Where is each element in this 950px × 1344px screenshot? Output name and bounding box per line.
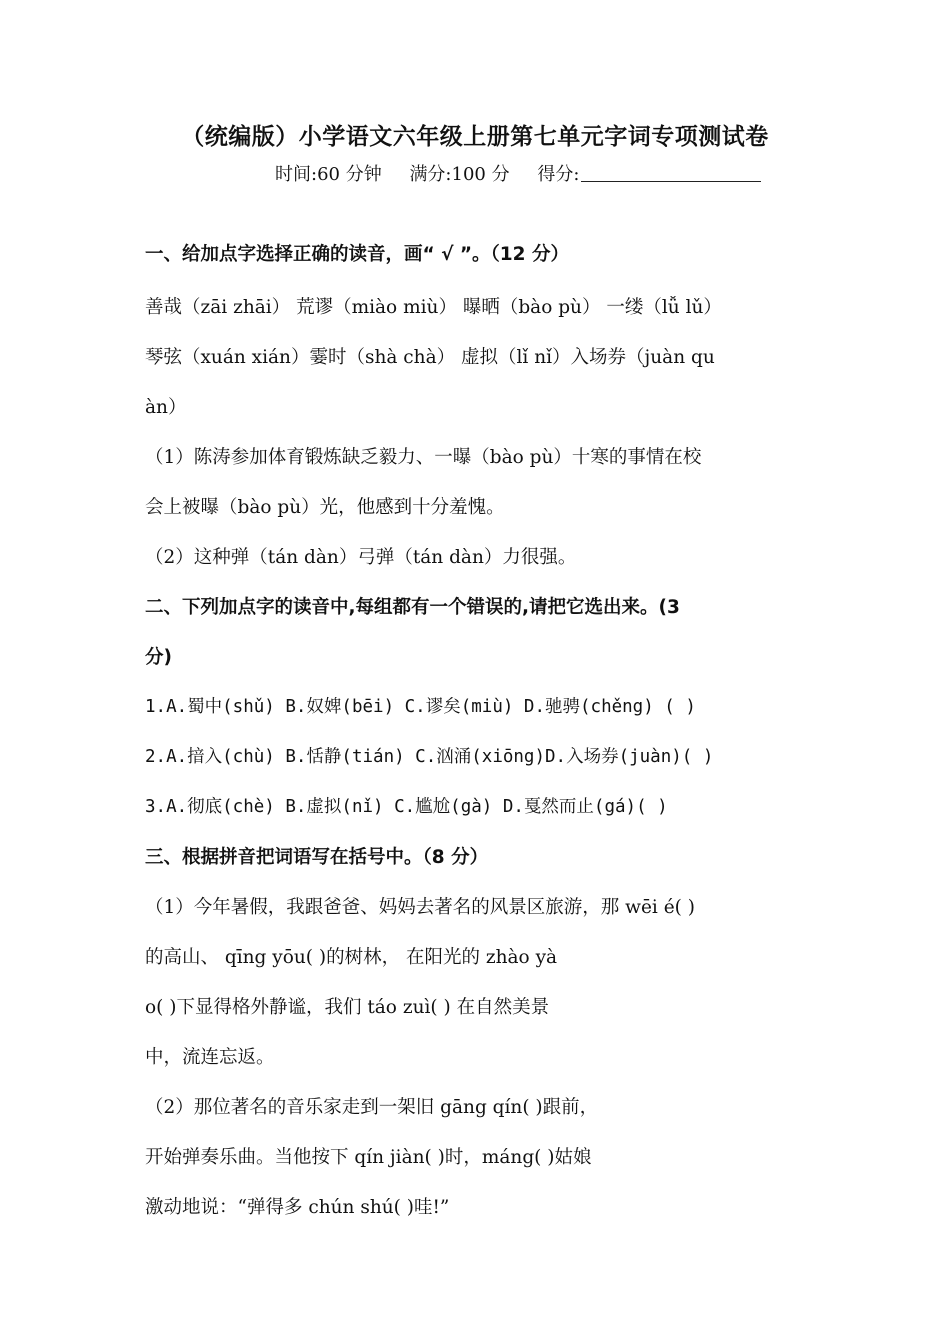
text-line: （2）这种弹（tán dàn）弓弹（tán dàn）力很强。 [145, 547, 577, 568]
page-title: （统编版）小学语文六年级上册第七单元字词专项测试卷 [181, 123, 769, 150]
question-row: 1.A.蜀中(shǔ) B.奴婢(bēi) C.谬矣(miù) D.驰骋(chěng) ( ) [145, 697, 696, 717]
text-line: àn） [145, 397, 187, 418]
text-line: 琴弦（xuán xián）霎时（shà chà） 虚拟（lǐ nǐ）入场券（juàn qu [145, 347, 715, 368]
full-score: 满分:100 分 [409, 164, 510, 185]
exam-info [275, 160, 783, 186]
text-line: 中，流连忘返。 [145, 1047, 275, 1068]
text-line: o( )下显得格外静谧，我们 táo zuì( ) 在自然美景 [145, 997, 550, 1018]
text-line: 善哉（zāi zhāi） 荒谬（miào miù） 曝晒（bào pù） 一缕（lǚ lǔ） [145, 297, 722, 318]
text-line: 激动地说：“弹得多 chún shú( )哇!” [145, 1197, 450, 1218]
section-3-heading: 三、根据拼音把词语写在括号中。（8 分） [145, 847, 489, 868]
text-line: 的高山、 qīng yōu( )的树林， 在阳光的 zhào yà [145, 947, 558, 968]
question-row: 3.A.彻底(chè) B.虚拟(nǐ) C.尴尬(gà) D.戛然而止(gá)( ) [145, 797, 668, 817]
score-label: 得分: [537, 164, 580, 185]
text-line: 开始弹奏乐曲。当他按下 qín jiàn( )时，máng( )姑娘 [145, 1147, 592, 1168]
text-line: （2）那位著名的音乐家走到一架旧 gāng qín( )跟前， [145, 1097, 599, 1118]
section-2-heading-cont: 分) [145, 647, 172, 668]
section-1-heading: 一、给加点字选择正确的读音，画“ √ ”。（12 分） [145, 244, 569, 265]
text-line: （1）陈涛参加体育锻炼缺乏毅力、一曝（bào pù）十寒的事情在校 [145, 447, 702, 468]
time-limit: 时间:60 分钟 [275, 164, 382, 185]
text-line: 会上被曝（bào pù）光，他感到十分羞愧。 [145, 497, 505, 518]
question-row: 2.A.揞入(chù) B.恬静(tián) C.汹涌(xiōng)D.入场券(juàn)( ) [145, 747, 714, 767]
score-blank [581, 163, 761, 182]
section-2-heading: 二、下列加点字的读音中,每组都有一个错误的,请把它选出来。(3 [145, 597, 680, 618]
text-line: （1）今年暑假，我跟爸爸、妈妈去著名的风景区旅游，那 wēi é( ) [145, 897, 695, 918]
